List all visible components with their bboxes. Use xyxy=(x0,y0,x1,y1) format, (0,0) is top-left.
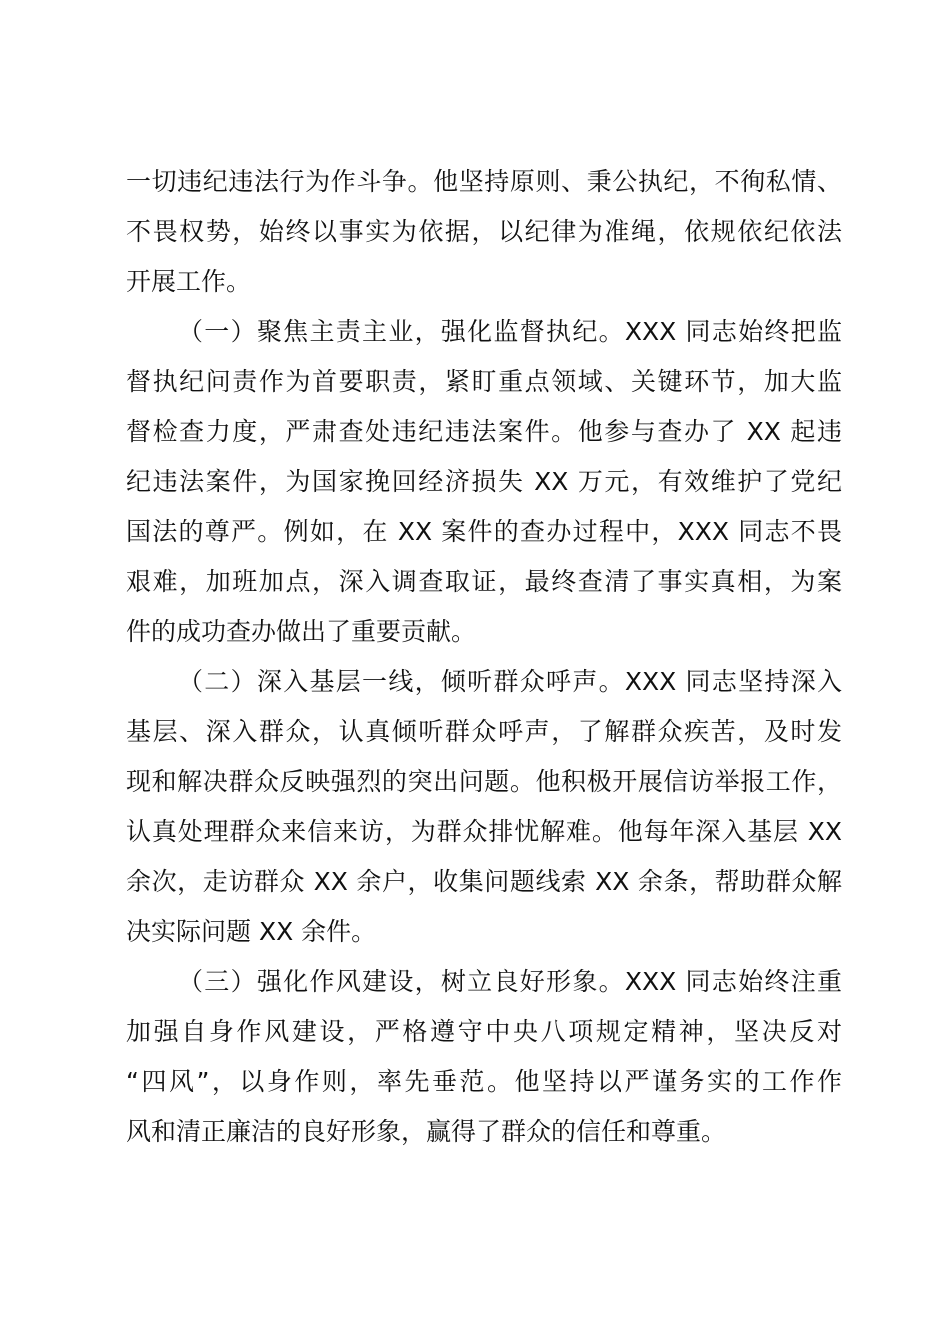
text-line: 余次，走访群众 XX 余户，收集问题线索 XX 余条，帮助群众解 xyxy=(126,867,842,896)
text-line: 艰难，加班加点，深入调查取证，最终查清了事实真相，为案 xyxy=(126,567,842,596)
text-line: 开展工作。 xyxy=(126,267,252,296)
paragraph-section-2 xyxy=(126,657,842,957)
document-body xyxy=(126,157,842,1157)
paragraph-section-3 xyxy=(126,957,842,1157)
text-line: 加强自身作风建设，严格遵守中央八项规定精神，坚决反对 xyxy=(126,1017,842,1046)
text-line: 一切违纪违法行为作斗争。他坚持原则、秉公执纪，不徇私情、 xyxy=(126,167,842,196)
text-line: 决实际问题 XX 余件。 xyxy=(126,917,377,946)
text-line: 基层、深入群众，认真倾听群众呼声，了解群众疾苦，及时发 xyxy=(126,717,842,746)
section-heading-line: （二）深入基层一线，倾听群众呼声。XXX 同志坚持深入 xyxy=(178,667,842,696)
text-line: 国法的尊严。例如，在 XX 案件的查办过程中，XXX 同志不畏 xyxy=(126,517,842,546)
section-heading-line: （三）强化作风建设，树立良好形象。XXX 同志始终注重 xyxy=(178,967,842,996)
paragraph-section-1 xyxy=(126,307,842,657)
paragraph-continuation xyxy=(126,157,842,307)
section-heading-line: （一）聚焦主责主业，强化监督执纪。XXX 同志始终把监 xyxy=(178,317,842,346)
text-line: 纪违法案件，为国家挽回经济损失 XX 万元，有效维护了党纪 xyxy=(126,467,842,496)
text-line: 督执纪问责作为首要职责，紧盯重点领域、关键环节，加大监 xyxy=(126,367,842,396)
text-line: 件的成功查办做出了重要贡献。 xyxy=(126,617,477,646)
text-line: 风和清正廉洁的良好形象，赢得了群众的信任和尊重。 xyxy=(126,1117,727,1146)
text-line: “四风”，以身作则，率先垂范。他坚持以严谨务实的工作作 xyxy=(126,1067,842,1096)
text-line: 认真处理群众来信来访，为群众排忧解难。他每年深入基层 XX xyxy=(126,817,842,846)
text-line: 现和解决群众反映强烈的突出问题。他积极开展信访举报工作， xyxy=(126,767,842,796)
text-line: 督检查力度，严肃查处违纪违法案件。他参与查办了 XX 起违 xyxy=(126,417,842,446)
text-line: 不畏权势，始终以事实为依据，以纪律为准绳，依规依纪依法 xyxy=(126,217,842,246)
